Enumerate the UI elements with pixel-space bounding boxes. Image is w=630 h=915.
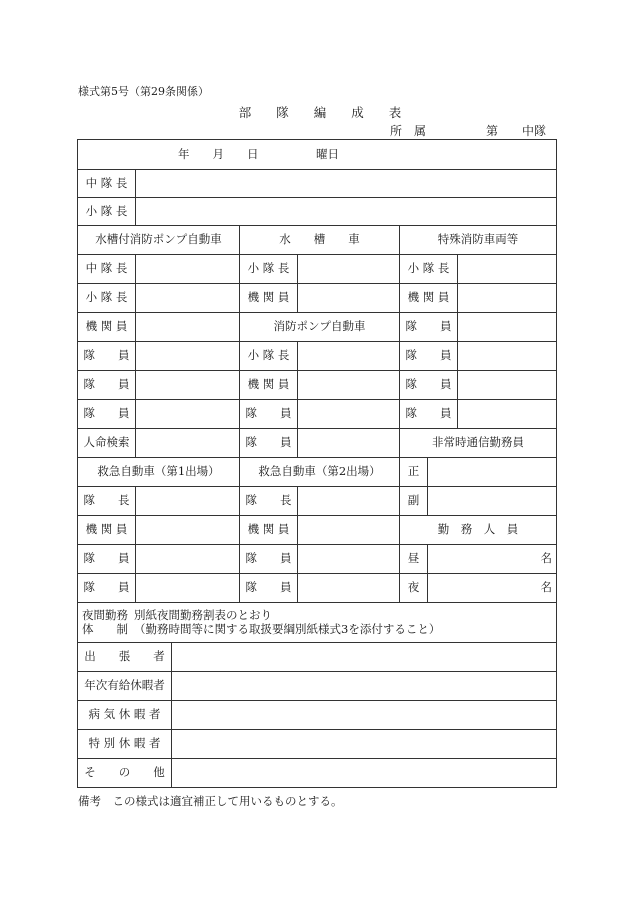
crew-label: 隊 員: [240, 429, 298, 458]
crew-label: 隊 員: [400, 400, 458, 429]
amb-label: 隊 員: [240, 574, 298, 603]
crew-label: 機 関 員: [78, 313, 136, 342]
group-header-tank: 水 槽 車: [240, 226, 400, 255]
crew-value[interactable]: [298, 400, 400, 429]
group-header-special: 特殊消防車両等: [400, 226, 557, 255]
amb-value[interactable]: [298, 574, 400, 603]
amb-value[interactable]: [136, 516, 240, 545]
crew-value[interactable]: [298, 284, 400, 313]
night-duty-text-2: （勤務時間等に関する取扱要綱別紙様式3を添付すること）: [134, 621, 441, 636]
amb-value[interactable]: [298, 545, 400, 574]
ambulance-2-header: 救急自動車（第2出場）: [240, 458, 400, 487]
crew-value[interactable]: [458, 284, 557, 313]
crew-value[interactable]: [136, 400, 240, 429]
sei-value[interactable]: [428, 458, 557, 487]
night-duty-system: [78, 603, 557, 643]
crew-value[interactable]: [136, 342, 240, 371]
document-title: 部 隊 編 成 表: [238, 105, 402, 120]
crew-label: 機 関 員: [240, 371, 298, 400]
other-label: そ の 他: [78, 759, 172, 788]
crew-value[interactable]: [458, 371, 557, 400]
crew-label: 隊 員: [240, 400, 298, 429]
crew-value[interactable]: [136, 313, 240, 342]
chutaicho-value[interactable]: [136, 170, 557, 198]
crew-label: 機 関 員: [400, 284, 458, 313]
day-label: 昼: [400, 545, 428, 574]
amb-label: 機 関 員: [78, 516, 136, 545]
amb-label: 隊 長: [240, 487, 298, 516]
crew-value[interactable]: [298, 255, 400, 284]
crew-label: 小 隊 長: [400, 255, 458, 284]
night-count[interactable]: 名: [428, 574, 557, 603]
special-leave-value[interactable]: [172, 730, 557, 759]
sick-leave-label: 病 気 休 暇 者: [78, 701, 172, 730]
crew-value[interactable]: [136, 255, 240, 284]
affiliation-line: 所 属 第 中隊: [390, 124, 547, 138]
amb-value[interactable]: [136, 487, 240, 516]
amb-value[interactable]: [136, 545, 240, 574]
night-label: 夜: [400, 574, 428, 603]
jinmei-kensaku-label: 人命検索: [78, 429, 136, 458]
unit-organization-table: [77, 139, 557, 788]
crew-value[interactable]: [136, 284, 240, 313]
day-count[interactable]: 名: [428, 545, 557, 574]
amb-label: 機 関 員: [240, 516, 298, 545]
night-duty-body: [134, 609, 440, 635]
amb-label: 隊 員: [78, 545, 136, 574]
annual-leave-label: 年次有給休暇者: [78, 672, 172, 701]
crew-value[interactable]: [298, 371, 400, 400]
special-leave-label: 特 別 休 暇 者: [78, 730, 172, 759]
pump-truck-subheader: 消防ポンプ自動車: [240, 313, 400, 342]
night-duty-text-1: 別紙夜間勤務割表のとおり: [134, 608, 272, 623]
other-value[interactable]: [172, 759, 557, 788]
group-header-pump: 水槽付消防ポンプ自動車: [78, 226, 240, 255]
night-duty-label-1: 夜間勤務: [82, 608, 128, 623]
amb-value[interactable]: [298, 516, 400, 545]
duty-personnel-header: 勤 務 人 員: [400, 516, 557, 545]
fuku-label: 副: [400, 487, 428, 516]
crew-label: 小 隊 長: [240, 255, 298, 284]
crew-label: 隊 員: [78, 342, 136, 371]
night-duty-label: [82, 609, 134, 635]
crew-label: 隊 員: [78, 400, 136, 429]
business-trip-label: 出 張 者: [78, 643, 172, 672]
crew-label: 隊 員: [78, 371, 136, 400]
crew-label: 小 隊 長: [78, 284, 136, 313]
emergency-comm-header: 非常時通信勤務員: [400, 429, 557, 458]
amb-label: 隊 員: [240, 545, 298, 574]
shotaicho-label: 小 隊 長: [78, 198, 136, 226]
jinmei-kensaku-value[interactable]: [136, 429, 240, 458]
sei-label: 正: [400, 458, 428, 487]
crew-value[interactable]: [458, 342, 557, 371]
ambulance-1-header: 救急自動車（第1出場）: [78, 458, 240, 487]
amb-label: 隊 長: [78, 487, 136, 516]
crew-value[interactable]: [298, 429, 400, 458]
crew-label: 機 関 員: [240, 284, 298, 313]
night-duty-label-2: 体 制: [82, 621, 128, 636]
crew-label: 小 隊 長: [240, 342, 298, 371]
date-line: 年 月 日 曜日: [78, 140, 557, 170]
crew-value[interactable]: [136, 371, 240, 400]
shotaicho-value[interactable]: [136, 198, 557, 226]
crew-label: 隊 員: [400, 313, 458, 342]
crew-label: 中 隊 長: [78, 255, 136, 284]
annual-leave-value[interactable]: [172, 672, 557, 701]
amb-value[interactable]: [298, 487, 400, 516]
chutaicho-label: 中 隊 長: [78, 170, 136, 198]
sick-leave-value[interactable]: [172, 701, 557, 730]
business-trip-value[interactable]: [172, 643, 557, 672]
crew-label: 隊 員: [400, 371, 458, 400]
crew-value[interactable]: [458, 255, 557, 284]
amb-value[interactable]: [136, 574, 240, 603]
remark-note: 備考 この様式は適宜補正して用いるものとする。: [78, 794, 343, 808]
crew-value[interactable]: [458, 313, 557, 342]
fuku-value[interactable]: [428, 487, 557, 516]
crew-value[interactable]: [458, 400, 557, 429]
crew-value[interactable]: [298, 342, 400, 371]
crew-label: 隊 員: [400, 342, 458, 371]
form-number: 様式第5号（第29条関係）: [78, 85, 209, 98]
amb-label: 隊 員: [78, 574, 136, 603]
